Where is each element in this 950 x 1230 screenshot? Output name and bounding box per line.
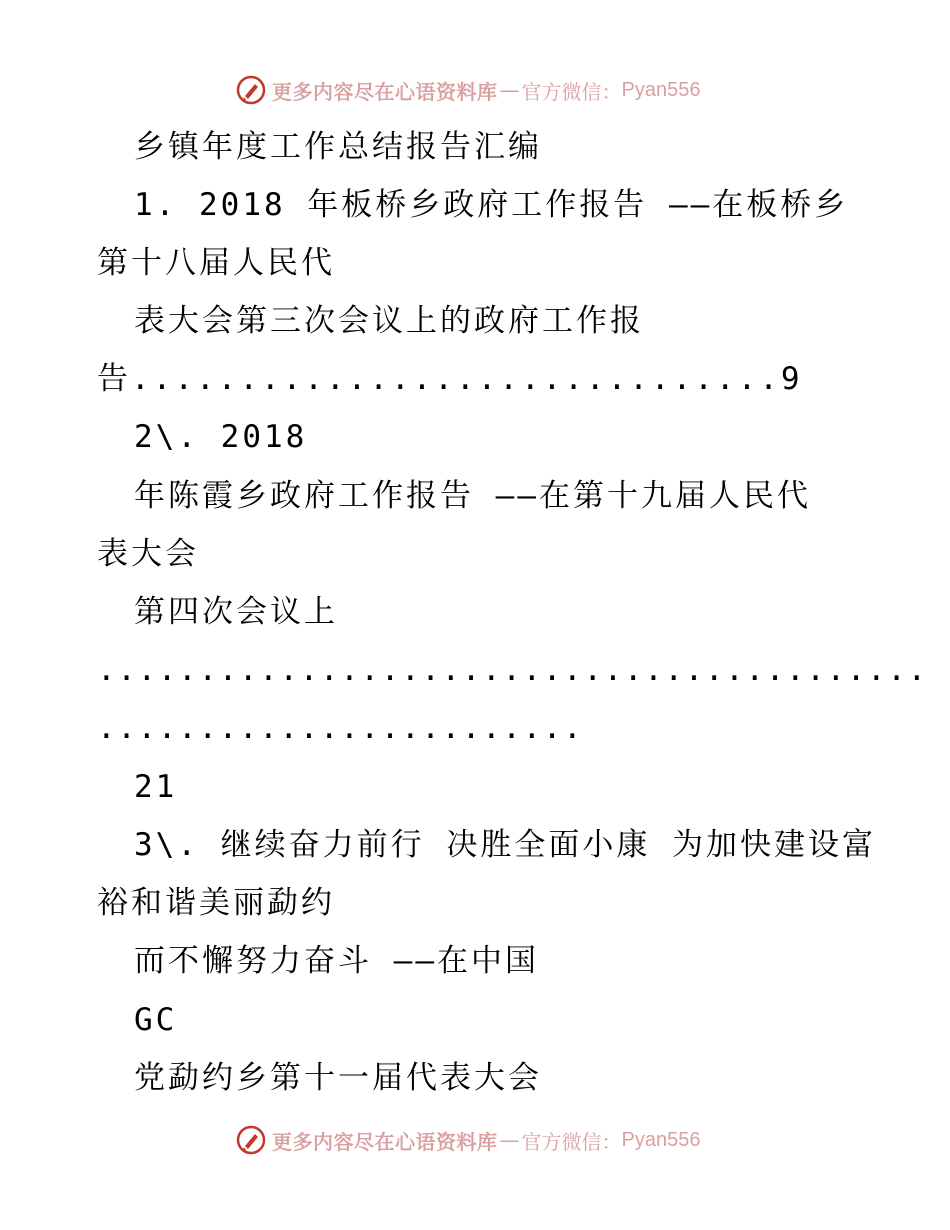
watermark-official: 官方微信： (521, 79, 622, 104)
toc-dots-1: ......................................... (97, 652, 928, 688)
toc-line-6: 年陈霞乡政府工作报告 ——在第十九届人民代 (134, 478, 811, 514)
watermark-official: 官方微信： (521, 1129, 622, 1154)
watermark-wechat-id: Pyan556 (621, 1128, 701, 1151)
watermark-wechat-id: Pyan556 (621, 78, 701, 101)
toc-line-15: GC (134, 1002, 178, 1038)
toc-line-2: 第十八届人民代 (97, 245, 335, 281)
watermark-dash: — (499, 78, 520, 102)
toc-line-14: 而不懈努力奋斗 ——在中国 (134, 943, 539, 979)
toc-line-8: 第四次会议上 (134, 594, 338, 630)
toc-line-12: 3\. 继续奋力前行 决胜全面小康 为加快建设富 (134, 827, 876, 863)
toc-line-3: 表大会第三次会议上的政府工作报 (134, 303, 644, 339)
toc-line-4: 告..............................9 (97, 361, 803, 397)
watermark-footer (236, 1122, 700, 1158)
pen-logo-icon (236, 75, 266, 105)
document-title: 乡镇年度工作总结报告汇编 (134, 129, 542, 165)
watermark-text: 更多内容尽在心语资料库 (272, 79, 498, 104)
pen-logo-icon (236, 1125, 266, 1155)
toc-line-7: 表大会 (97, 536, 199, 572)
toc-dots-2: ........................ (97, 710, 584, 746)
toc-line-1: 1. 2018 年板桥乡政府工作报告 ——在板桥乡 (134, 187, 849, 223)
toc-line-13: 裕和谐美丽勐约 (97, 885, 335, 921)
toc-line-16: 党勐约乡第十一届代表大会 (134, 1060, 542, 1096)
watermark-dash: — (499, 1128, 520, 1152)
toc-page-number: 21 (134, 769, 178, 805)
toc-line-5: 2\. 2018 (134, 419, 308, 455)
watermark-text: 更多内容尽在心语资料库 (272, 1129, 498, 1154)
watermark-header (236, 72, 700, 108)
